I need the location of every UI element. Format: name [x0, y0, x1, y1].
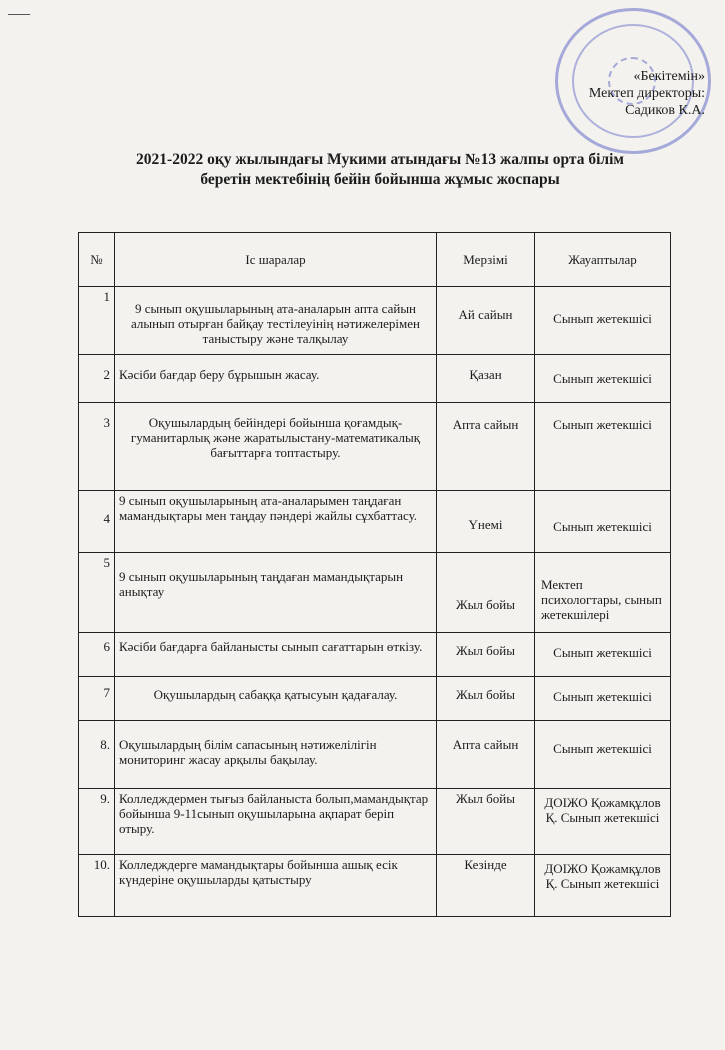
row-number: 8.	[79, 721, 115, 789]
row-responsible: Сынып жетекшісі	[535, 355, 671, 403]
row-event: Кәсіби бағдарға байланысты сынып сағаттарын өткізу.	[115, 633, 437, 677]
row-responsible: Мектеп психологтары, сынып жетекшілері	[535, 553, 671, 633]
header-events: Іс шаралар	[115, 233, 437, 287]
row-event: Колледждермен тығыз байланыста болып,мамандықтар бойынша 9-11сынып оқушыларына ақпарат беріп отыру.	[115, 789, 437, 855]
corner-mark	[8, 14, 30, 15]
row-number: 6	[79, 633, 115, 677]
row-term: Жыл бойы	[437, 633, 535, 677]
table-row	[79, 721, 671, 789]
row-term: Ай сайын	[437, 287, 535, 355]
title-line-1: 2021-2022 оқу жылындағы Мукими атындағы №13 жалпы орта білім	[136, 151, 624, 168]
row-event: 9 сынып оқушыларының ата-аналарымен таңдаған мамандықтары мен таңдау пәндері жайлы сұхбаттасу.	[115, 491, 437, 553]
table-row	[79, 355, 671, 403]
row-responsible: Сынып жетекшісі	[535, 491, 671, 553]
approval-name: Садиков К.А.	[625, 103, 705, 118]
row-event: 9 сынып оқушыларының ата-аналарын апта сайын алынып отырған байқау тестілеуінің нәтижелерімен таныстыру және талқылау	[115, 287, 437, 355]
table-row	[79, 677, 671, 721]
row-event: Оқушылардың бейіндері бойынша қоғамдық-гуманитарлық және жаратылыстану-математикалық бағыттарға топтастыру.	[115, 403, 437, 491]
row-event: Колледждерге мамандықтары бойынша ашық есік күндеріне оқушыларды қатыстыру	[115, 855, 437, 917]
approval-position: Мектеп директоры:	[588, 86, 705, 101]
approval-block	[589, 68, 705, 119]
row-term: Кезінде	[437, 855, 535, 917]
row-term: Апта сайын	[437, 721, 535, 789]
row-term: Қазан	[437, 355, 535, 403]
document-title	[60, 150, 700, 190]
work-plan-table	[78, 232, 671, 917]
row-event: Оқушылардың сабаққа қатысуын қадағалау.	[115, 677, 437, 721]
row-responsible: Сынып жетекшісі	[535, 403, 671, 491]
header-number: №	[79, 233, 115, 287]
row-responsible: Сынып жетекшісі	[535, 287, 671, 355]
row-responsible: ДОІЖО Қожамқұлов Қ. Сынып жетекшісі	[535, 789, 671, 855]
row-number: 3	[79, 403, 115, 491]
row-responsible: ДОІЖО Қожамқұлов Қ. Сынып жетекшісі	[535, 855, 671, 917]
table-row	[79, 287, 671, 355]
row-responsible: Сынып жетекшісі	[535, 677, 671, 721]
row-number: 9.	[79, 789, 115, 855]
row-term: Жыл бойы	[437, 553, 535, 633]
table-row	[79, 553, 671, 633]
table-row	[79, 789, 671, 855]
table-row	[79, 633, 671, 677]
row-number: 1	[79, 287, 115, 355]
row-event: 9 сынып оқушыларының таңдаған мамандықтарын анықтау	[115, 553, 437, 633]
row-term: Апта сайын	[437, 403, 535, 491]
row-number: 2	[79, 355, 115, 403]
header-term: Мерзімі	[437, 233, 535, 287]
row-number: 4	[79, 491, 115, 553]
row-number: 5	[79, 553, 115, 633]
row-number: 7	[79, 677, 115, 721]
row-term: Жыл бойы	[437, 789, 535, 855]
row-term: Үнемі	[437, 491, 535, 553]
table-row	[79, 491, 671, 553]
row-term: Жыл бойы	[437, 677, 535, 721]
row-responsible: Сынып жетекшісі	[535, 633, 671, 677]
header-responsible: Жауаптылар	[535, 233, 671, 287]
title-line-2: беретін мектебінің бейін бойынша жұмыс жоспары	[200, 171, 560, 188]
row-event: Кәсіби бағдар беру бұрышын жасау.	[115, 355, 437, 403]
row-event: Оқушылардың білім сапасының нәтижелілігін мониторинг жасау арқылы бақылау.	[115, 721, 437, 789]
table-row	[79, 403, 671, 491]
table-row	[79, 855, 671, 917]
approval-heading: «Бекітемін»	[633, 69, 705, 84]
row-responsible: Сынып жетекшісі	[535, 721, 671, 789]
table-header-row	[79, 233, 671, 287]
row-number: 10.	[79, 855, 115, 917]
